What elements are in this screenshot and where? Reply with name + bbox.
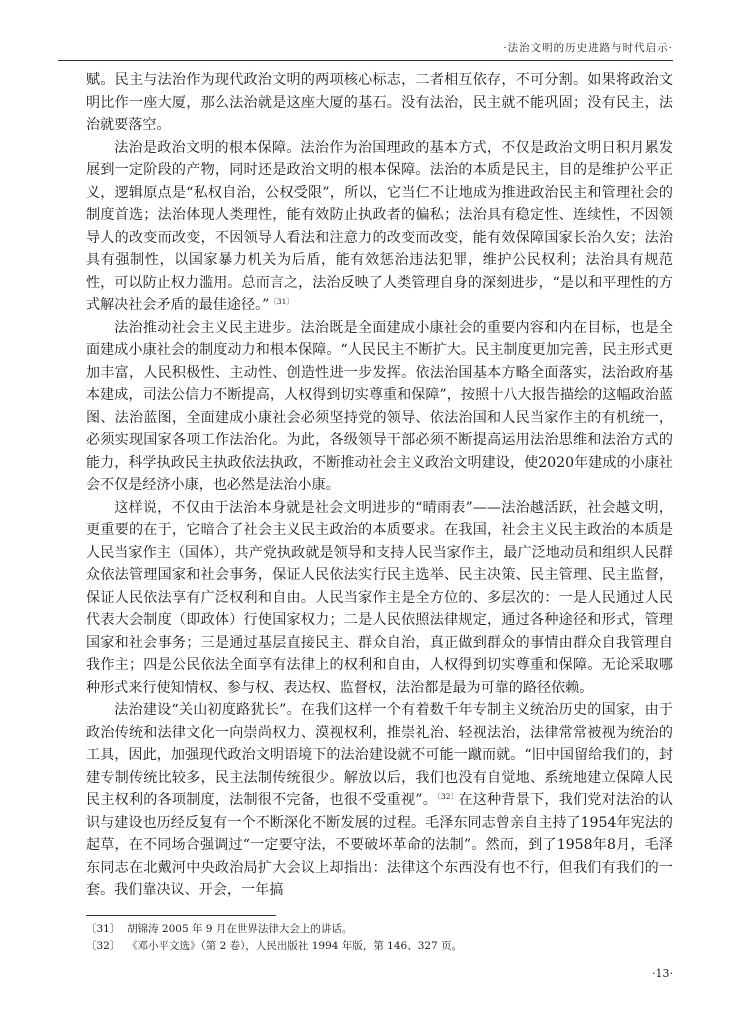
footnote-31 [86, 921, 673, 938]
header-divider [58, 60, 673, 61]
footnote-marker: 〔31〕 [86, 923, 121, 935]
paragraph-5-text-b: 在这种背景下，我们党对法治的认识与建设也历经反复有一个不断深化不断发展的过程。毛泽东同志曾亲自主持了1954年宪法的起草，在不同场合强调过“一定要守法，不要破坏革命的法制”。然而，到了1958年8月，毛泽东同志在北戴河中央政治局扩大会议上却指出：法律这个东西没有也不行，但我们有我们的一套。我们靠决议、开会，一年搞 [86, 792, 674, 898]
article-body [86, 69, 673, 902]
footnote-text: 《邓小平文选》（第 2 卷），人民出版社 1994 年版，第 146、327 页。 [127, 940, 463, 952]
running-header: ·法治文明的历史进路与时代启示· [503, 42, 673, 54]
paragraph-1: 赋。民主与法治作为现代政治文明的两项核心标志，二者相互依存，不可分割。如果将政治文明比作一座大厦，那么法治就是这座大厦的基石。没有法治，民主就不能巩固；没有民主，法治就要落空。 [86, 72, 673, 133]
footnote-text: 胡锦涛 2005 年 9 月在世界法律大会上的讲话。 [127, 923, 353, 935]
page-number: ·13· [652, 967, 673, 980]
paragraph-2-text: 法治是政治文明的根本保障。法治作为治国理政的基本方式，不仅是政治文明日积月累发展到一定阶段的产物，同时还是政治文明的根本保障。法治的本质是民主，目的是维护公平正义，逻辑原点是“私权自治，公权受限”，所以，它当仁不让地成为推进政治民主和管理社会的制度首选；法治体现人类理性，能有效防止执政者的偏私；法治具有稳定性、连续性，不因领导人的改变而改变，不因领导人看法和注意力的改变而改变，能有效保障国家长治久安；法治具有强制性，以国家暴力机关为后盾，能有效惩治违法犯罪，维护公民权利；法治具有规范性，可以防止权力滥用。总而言之，法治反映了人类管理自身的深刻进步，“是以和平理性的方式解决社会矛盾的最佳途径。” [86, 139, 673, 313]
paragraph-2 [86, 137, 673, 317]
paragraph-5 [86, 699, 673, 902]
paragraph-4: 这样说，不仅由于法治本身就是社会文明进步的“晴雨表”——法治越活跃，社会越文明，更重要的在于，它暗合了社会主义民主政治的本质要求。在我国，社会主义民主政治的本质是人民当家作主（国体），共产党执政就是领导和支持人民当家作主，最广泛地动员和组织人民群众依法管理国家和社会事务，保证人民依法实行民主选举、民主决策、民主管理、民主监督，保证人民依法享有广泛权利和自由。人民当家作主是全方位的、多层次的：一是人民通过人民代表大会制度（即政体）行使国家权力；二是人民依照法律规定，通过各种途径和形式，管理国家和社会事务；三是通过基层直接民主、群众自治，真正做到群众的事情由群众自我管理自我作主；四是公民依法全面享有法律上的权利和自由，人权得到切实尊重和保障。无论采取哪种形式来行使知情权、参与权、表达权、监督权，法治都是最为可靠的路径依赖。 [86, 499, 673, 696]
footnote-divider [86, 915, 276, 916]
citation-32: 〔32〕 [437, 792, 459, 801]
paragraph-3: 法治推动社会主义民主进步。法治既是全面建成小康社会的重要内容和内在目标，也是全面建成小康社会的制度动力和根本保障。“人民民主不断扩大。民主制度更加完善，民主形式更加丰富，人民积极性、主动性、创造性进一步发挥。依法治国基本方略全面落实，法治政府基本建成，司法公信力不断提高，人权得到切实尊重和保障”，按照十八大报告描绘的这幅政治蓝图、法治蓝图，全面建成小康社会必须坚持党的领导、依法治国和人民当家作主的有机统一，必须实现国家各项工作法治化。为此，各级领导干部必须不断提高运用法治思维和法治方式的能力，科学执政民主执政依法执政，不断推动社会主义政治文明建设，使2020年建成的小康社会不仅是经济小康，也必然是法治小康。 [86, 319, 673, 493]
footnote-marker: 〔32〕 [86, 940, 121, 952]
citation-31: 〔31〕 [269, 297, 294, 306]
footnote-32 [86, 938, 673, 955]
footnotes [86, 921, 673, 955]
paragraph-5-text-a: 法治建设“关山初度路犹长”。在我们这样一个有着数千年专制主义统治历史的国家，由于政治传统和法律文化一向崇尚权力、漠视权利，推崇礼治、轻视法治，法律常常被视为统治的工具，因此，加强现代政治文明语境下的法治建设就不可能一蹴而就。“旧中国留给我们的，封建专制传统比较多，民主法制传统很少。解放以后，我们也没有自觉地、系统地建立保障人民民主权利的各项制度，法制很不完备，也很不受重视”。 [86, 702, 673, 808]
